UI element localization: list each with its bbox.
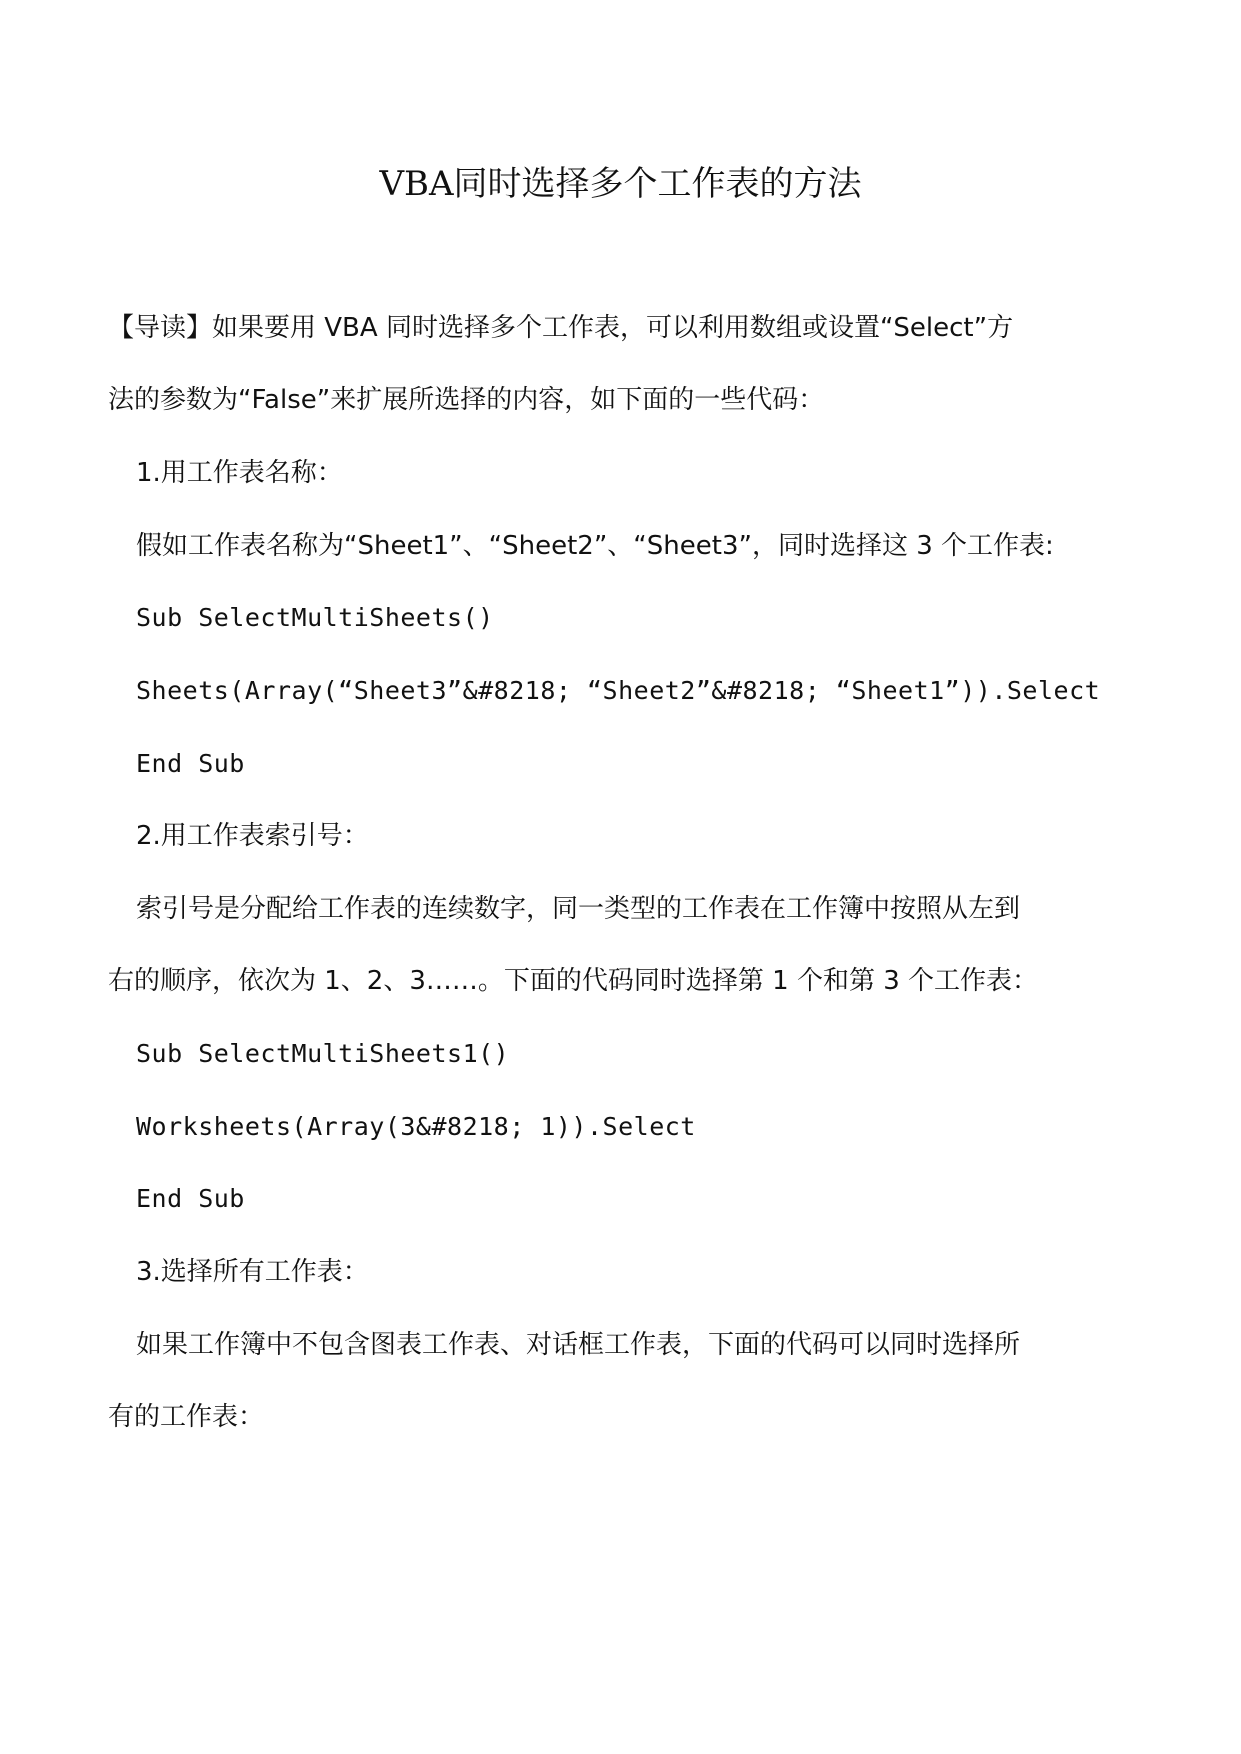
intro-paragraph-line-1: 【导读】如果要用 VBA 同时选择多个工作表，可以利用数组或设置“Select”方 [108, 313, 1014, 343]
section-1-text: 假如工作表名称为“Sheet1”、“Sheet2”、“Sheet3”，同时选择这 3 个工作表: [136, 531, 1054, 561]
document-title: VBA同时选择多个工作表的方法 [379, 164, 862, 204]
section-2-heading: 2.用工作表索引号： [136, 821, 369, 851]
code-line: Sheets(Array(“Sheet3”&#8218; “Sheet2”&#8218; “Sheet1”)).Select [136, 676, 1101, 705]
code-line: End Sub [136, 1184, 245, 1213]
code-line: Sub SelectMultiSheets1() [136, 1039, 510, 1068]
section-2-text-line-1: 索引号是分配给工作表的连续数字，同一类型的工作表在工作簿中按照从左到 [136, 894, 1021, 924]
code-line: Sub SelectMultiSheets() [136, 603, 494, 632]
section-2-text-line-2: 右的顺序，依次为 1、2、3……。下面的代码同时选择第 1 个和第 3 个工作表： [108, 966, 1039, 996]
section-3-text-line-2: 有的工作表： [108, 1402, 265, 1432]
intro-paragraph-line-2: 法的参数为“False”来扩展所选择的内容，如下面的一些代码： [108, 385, 825, 415]
section-3-text-line-1: 如果工作簿中不包含图表工作表、对话框工作表，下面的代码可以同时选择所 [136, 1330, 1021, 1360]
section-3-heading: 3.选择所有工作表： [136, 1257, 369, 1287]
code-line: End Sub [136, 749, 245, 778]
section-1-heading: 1.用工作表名称： [136, 458, 343, 488]
code-line: Worksheets(Array(3&#8218; 1)).Select [136, 1112, 696, 1141]
